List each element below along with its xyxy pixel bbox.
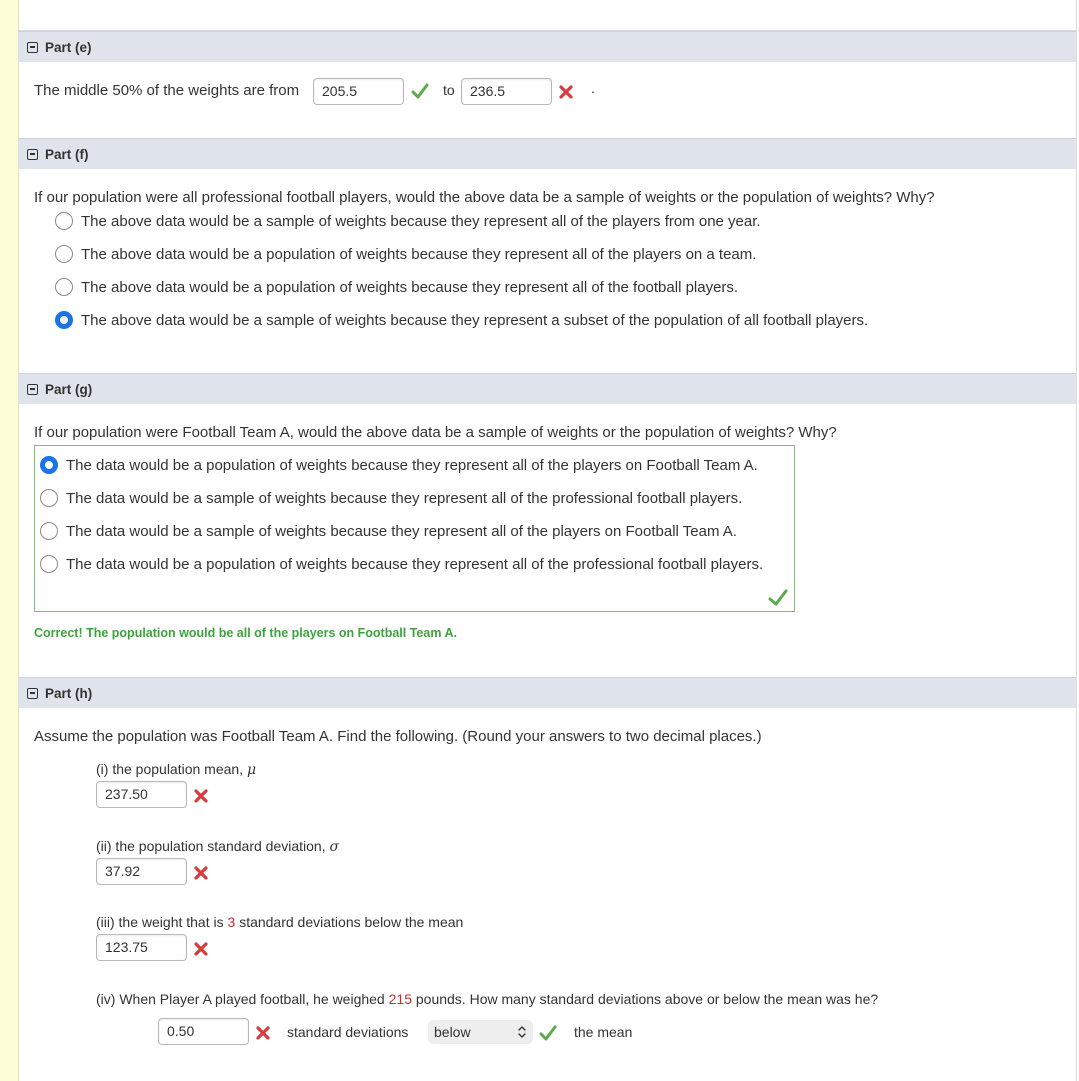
select-value: below — [434, 1024, 471, 1040]
check-icon — [411, 83, 429, 99]
part-f-radio-3[interactable] — [55, 278, 73, 296]
z-score-input[interactable] — [158, 1018, 249, 1045]
top-area — [18, 0, 1076, 31]
part-g-option-2[interactable]: The data would be a sample of weights because they represent all of the professional football players. — [66, 490, 743, 507]
part-e-header[interactable] — [18, 31, 1076, 62]
std-dev-input[interactable] — [96, 858, 187, 885]
check-icon — [768, 589, 788, 606]
collapse-icon[interactable] — [27, 149, 38, 160]
end-period: . — [591, 80, 595, 96]
mean-input-field[interactable] — [105, 782, 186, 807]
part-g-option-4[interactable]: The data would be a population of weights because they represent all of the professional football players. — [66, 556, 764, 573]
part-h-iv-label — [96, 991, 878, 1007]
part-g-header[interactable] — [18, 373, 1076, 404]
right-border — [1076, 0, 1077, 1081]
part-h-iii-prefix: (iii) the weight that is — [96, 914, 224, 930]
left-margin-strip — [0, 0, 19, 1081]
part-f-option-2[interactable]: The above data would be a population of weights because they represent all of the players on a team. — [81, 246, 757, 263]
above-below-select[interactable] — [428, 1020, 533, 1044]
from-input[interactable] — [313, 78, 404, 105]
part-h-instructions: Assume the population was Football Team A. Find the following. (Round your answers to two decimal places.) — [34, 728, 762, 745]
part-g-option-3[interactable]: The data would be a sample of weights because they represent all of the players on Football Team A. — [66, 523, 737, 540]
mean-input[interactable] — [96, 781, 187, 808]
part-g-title: Part (g) — [45, 381, 93, 397]
part-g-question: If our population were Football Team A, would the above data be a sample of weights or the population of weights? Why? — [34, 424, 837, 441]
part-f-radio-1[interactable] — [55, 212, 73, 230]
the-mean-label: the mean — [574, 1024, 633, 1040]
part-h-iv-suffix: pounds. How many standard deviations above or below the mean was he? — [415, 991, 879, 1007]
collapse-icon[interactable] — [27, 688, 38, 699]
sigma-symbol: σ — [329, 839, 340, 855]
part-f-title: Part (f) — [45, 146, 89, 162]
part-h-i-text: (i) the population mean, — [96, 761, 244, 777]
z-score-input-field[interactable] — [167, 1019, 248, 1044]
part-g-radio-3[interactable] — [40, 522, 58, 540]
collapse-icon[interactable] — [27, 42, 38, 53]
cross-icon — [193, 941, 209, 957]
part-f-radio-4-selected[interactable] — [55, 311, 73, 329]
part-h-iii-number: 3 — [227, 914, 236, 930]
check-icon — [539, 1025, 557, 1041]
part-g-option-1[interactable]: The data would be a population of weights because they represent all of the players on Football Team A. — [66, 457, 758, 474]
chevron-updown-icon — [517, 1020, 527, 1044]
part-h-header[interactable] — [18, 677, 1076, 708]
part-h-i-label — [96, 761, 256, 778]
part-e-title: Part (e) — [45, 39, 92, 55]
to-input[interactable] — [461, 78, 552, 105]
part-h-iii-label — [96, 914, 463, 930]
std-dev-input-field[interactable] — [105, 859, 186, 884]
part-f-question: If our population were all professional football players, would the above data be a sample of weights or the population of weights? Why? — [34, 189, 935, 206]
part-g-radio-2[interactable] — [40, 489, 58, 507]
part-h-iv-prefix: (iv) When Player A played football, he weighed — [96, 991, 385, 1007]
part-h-iv-number: 215 — [388, 991, 412, 1007]
part-h-title: Part (h) — [45, 685, 93, 701]
part-f-option-4[interactable]: The above data would be a sample of weights because they represent a subset of the population of all football players. — [81, 312, 869, 329]
part-g-radio-4[interactable] — [40, 555, 58, 573]
part-h-ii-label — [96, 838, 339, 855]
mu-symbol: μ — [246, 762, 257, 778]
part-g-feedback: Correct! The population would be all of the players on Football Team A. — [34, 626, 457, 640]
part-h-iii-suffix: standard deviations below the mean — [239, 914, 464, 930]
part-e-sentence: The middle 50% of the weights are from — [34, 82, 300, 99]
collapse-icon[interactable] — [27, 384, 38, 395]
part-h-ii-text: (ii) the population standard deviation, — [96, 838, 326, 854]
part-f-radio-2[interactable] — [55, 245, 73, 263]
to-label: to — [443, 82, 455, 98]
part-f-option-3[interactable]: The above data would be a population of weights because they represent all of the football players. — [81, 279, 739, 296]
part-g-radio-1-selected[interactable] — [40, 456, 58, 474]
weight-input-field[interactable] — [105, 935, 186, 960]
cross-icon — [193, 865, 209, 881]
part-f-header[interactable] — [18, 138, 1076, 169]
units-label: standard deviations — [287, 1024, 409, 1040]
cross-icon — [255, 1025, 271, 1041]
cross-icon — [193, 788, 209, 804]
cross-icon — [558, 84, 574, 100]
part-f-option-1[interactable]: The above data would be a sample of weights because they represent all of the players from one year. — [81, 213, 761, 230]
to-input-field[interactable] — [470, 79, 551, 104]
weight-input[interactable] — [96, 934, 187, 961]
from-input-field[interactable] — [322, 79, 403, 104]
